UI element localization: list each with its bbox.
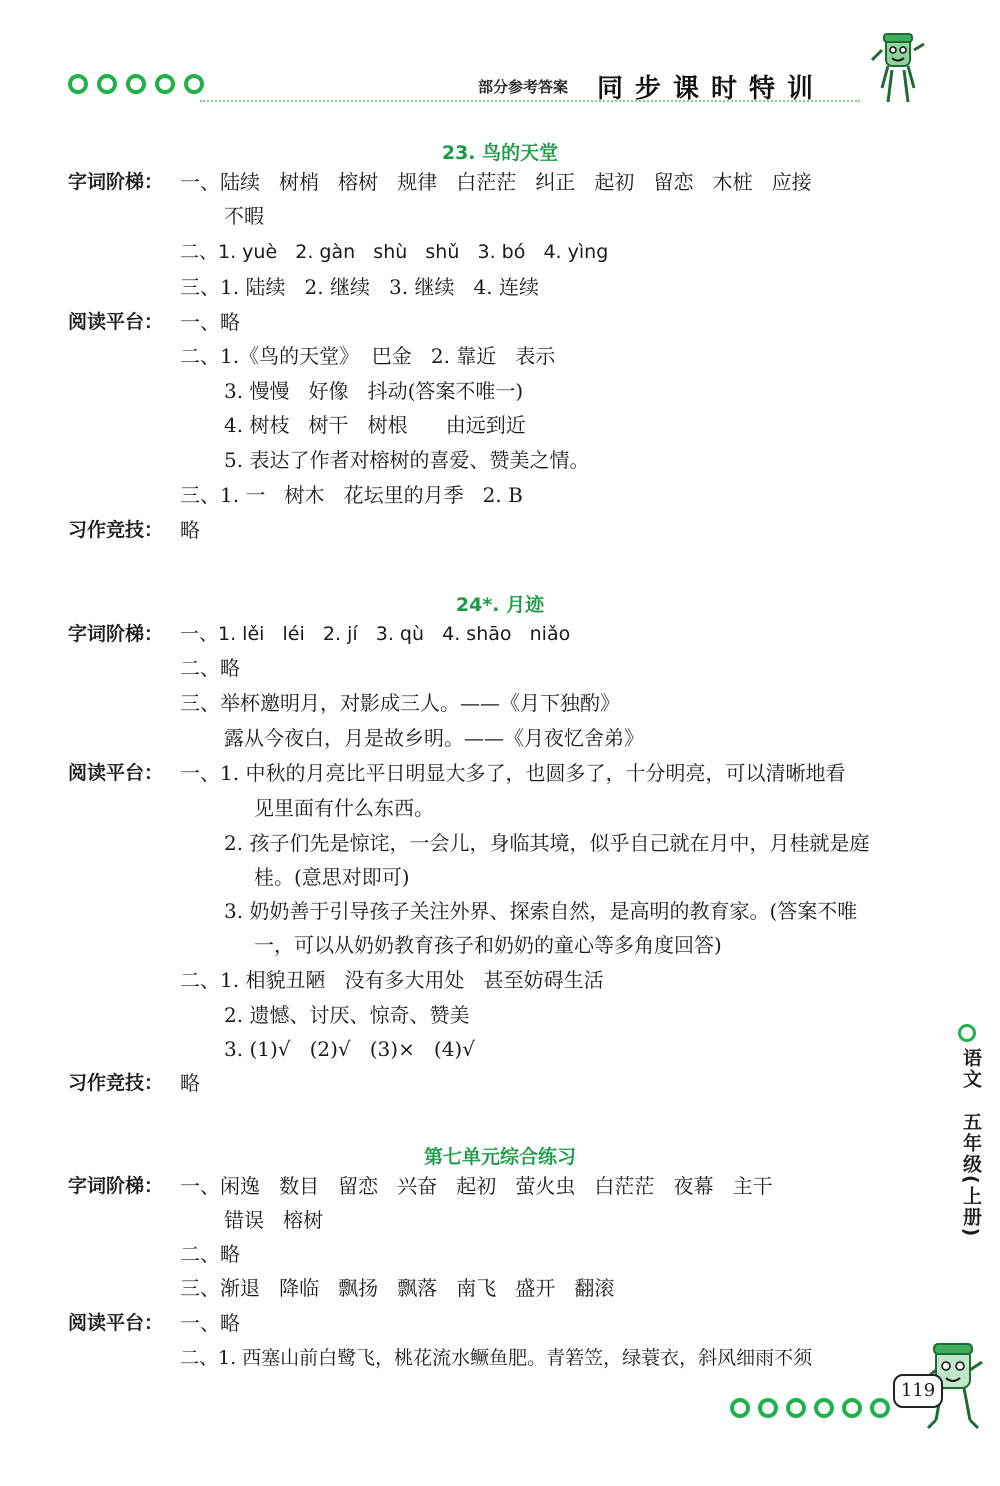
answer-line: 二、1. 西塞山前白鹭飞，桃花流水鳜鱼肥。青箬笠，绿蓑衣，斜风细雨不须 xyxy=(180,1347,813,1369)
answer-line: 二、1. 相貌丑陋 没有多大用处 甚至妨碍生活 xyxy=(180,968,604,992)
answer-line: 二、1. yuè 2. gàn shù shǔ 3. bó 4. yìng xyxy=(180,241,609,263)
page-number: 119 xyxy=(893,1374,943,1408)
circle-icon xyxy=(97,74,117,94)
section-title-unit7: 第七单元综合练习 xyxy=(423,1146,576,1168)
answer-line: 略 xyxy=(180,1071,200,1095)
pencil-mascot-icon xyxy=(868,30,928,112)
page-header xyxy=(0,0,1000,120)
label-yuedu-pingtai: 阅读平台： xyxy=(68,762,164,784)
answer-line: 一、1. lěi léi 2. jí 3. qù 4. shāo niǎo xyxy=(180,623,571,645)
answer-line: 略 xyxy=(180,518,200,542)
label-ciyu-jieti: 字词阶梯： xyxy=(68,1175,164,1197)
answer-line: 二、略 xyxy=(180,1242,240,1266)
circle-icon xyxy=(68,74,88,94)
answer-line: 3. 奶奶善于引导孩子关注外界、探索自然，是高明的教育家。(答案不唯 xyxy=(224,899,858,923)
label-ciyu-jieti: 字词阶梯： xyxy=(68,623,164,645)
label-yuedu-pingtai: 阅读平台： xyxy=(68,1312,164,1334)
answer-line: 4. 树枝 树干 树根 由远到近 xyxy=(224,413,526,437)
circle-icon xyxy=(126,74,146,94)
circle-icon xyxy=(958,1024,976,1042)
header-circles-decoration xyxy=(68,74,204,94)
answer-line: 3. 慢慢 好像 抖动(答案不唯一) xyxy=(224,379,524,403)
section-title-24: 24*. 月迹 xyxy=(455,594,545,616)
label-yuedu-pingtai: 阅读平台： xyxy=(68,311,164,333)
label-xizuo-jingji: 习作竞技： xyxy=(68,1072,164,1094)
circle-icon xyxy=(842,1398,862,1418)
circle-icon xyxy=(730,1398,750,1418)
answer-line: 二、1.《鸟的天堂》 巴金 2. 靠近 表示 xyxy=(180,344,556,368)
answer-line: 见里面有什么东西。 xyxy=(254,796,434,820)
answer-line: 一、略 xyxy=(180,1311,240,1335)
answer-line: 三、1. 一 树木 花坛里的月季 2. B xyxy=(180,483,523,507)
section-title-23: 23. 鸟的天堂 xyxy=(441,142,559,164)
answer-line: 露从今夜白，月是故乡明。——《月夜忆舍弟》 xyxy=(224,726,644,750)
answer-line: 三、1. 陆续 2. 继续 3. 继续 4. 连续 xyxy=(180,275,539,299)
label-ciyu-jieti: 字词阶梯： xyxy=(68,171,164,193)
answer-line: 一、略 xyxy=(180,310,240,334)
answer-line: 三、举杯邀明月，对影成三人。——《月下独酌》 xyxy=(180,691,620,715)
side-grade: 五年级(上册) xyxy=(960,1112,982,1239)
circle-icon xyxy=(184,74,204,94)
answer-line: 桂。(意思对即可) xyxy=(254,865,410,889)
answer-line: 三、渐退 降临 飘扬 飘落 南飞 盛开 翻滚 xyxy=(180,1276,615,1300)
side-subject: 语文 xyxy=(960,1048,982,1090)
answer-line: 错误 榕树 xyxy=(224,1208,324,1232)
answer-line: 2. 孩子们先是惊诧，一会儿，身临其境，似乎自己就在月中，月桂就是庭 xyxy=(224,831,870,855)
circle-icon xyxy=(786,1398,806,1418)
answer-line: 一，可以从奶奶教育孩子和奶奶的童心等多角度回答) xyxy=(254,933,722,957)
answer-line: 一、1. 中秋的月亮比平日明显大多了，也圆多了，十分明亮，可以清晰地看 xyxy=(180,761,846,785)
answer-line: 2. 遗憾、讨厌、惊奇、赞美 xyxy=(224,1003,470,1027)
header-title: 同步课时特训 xyxy=(597,74,826,104)
answer-line: 5. 表达了作者对榕树的喜爱、赞美之情。 xyxy=(224,448,590,472)
answer-line: 一、陆续 树梢 榕树 规律 白茫茫 纠正 起初 留恋 木桩 应接 xyxy=(180,170,812,194)
answer-line: 3. (1)√ (2)√ (3)× (4)√ xyxy=(224,1037,475,1061)
header-subtitle: 部分参考答案 xyxy=(478,78,569,96)
answer-line: 二、略 xyxy=(180,656,240,680)
circle-icon xyxy=(814,1398,834,1418)
answer-line: 不暇 xyxy=(224,204,264,228)
answer-line: 一、闲逸 数目 留恋 兴奋 起初 萤火虫 白茫茫 夜幕 主干 xyxy=(180,1174,773,1198)
circle-icon xyxy=(870,1398,890,1418)
footer-circles-decoration xyxy=(730,1398,890,1418)
circle-icon xyxy=(758,1398,778,1418)
label-xizuo-jingji: 习作竞技： xyxy=(68,519,164,541)
circle-icon xyxy=(155,74,175,94)
